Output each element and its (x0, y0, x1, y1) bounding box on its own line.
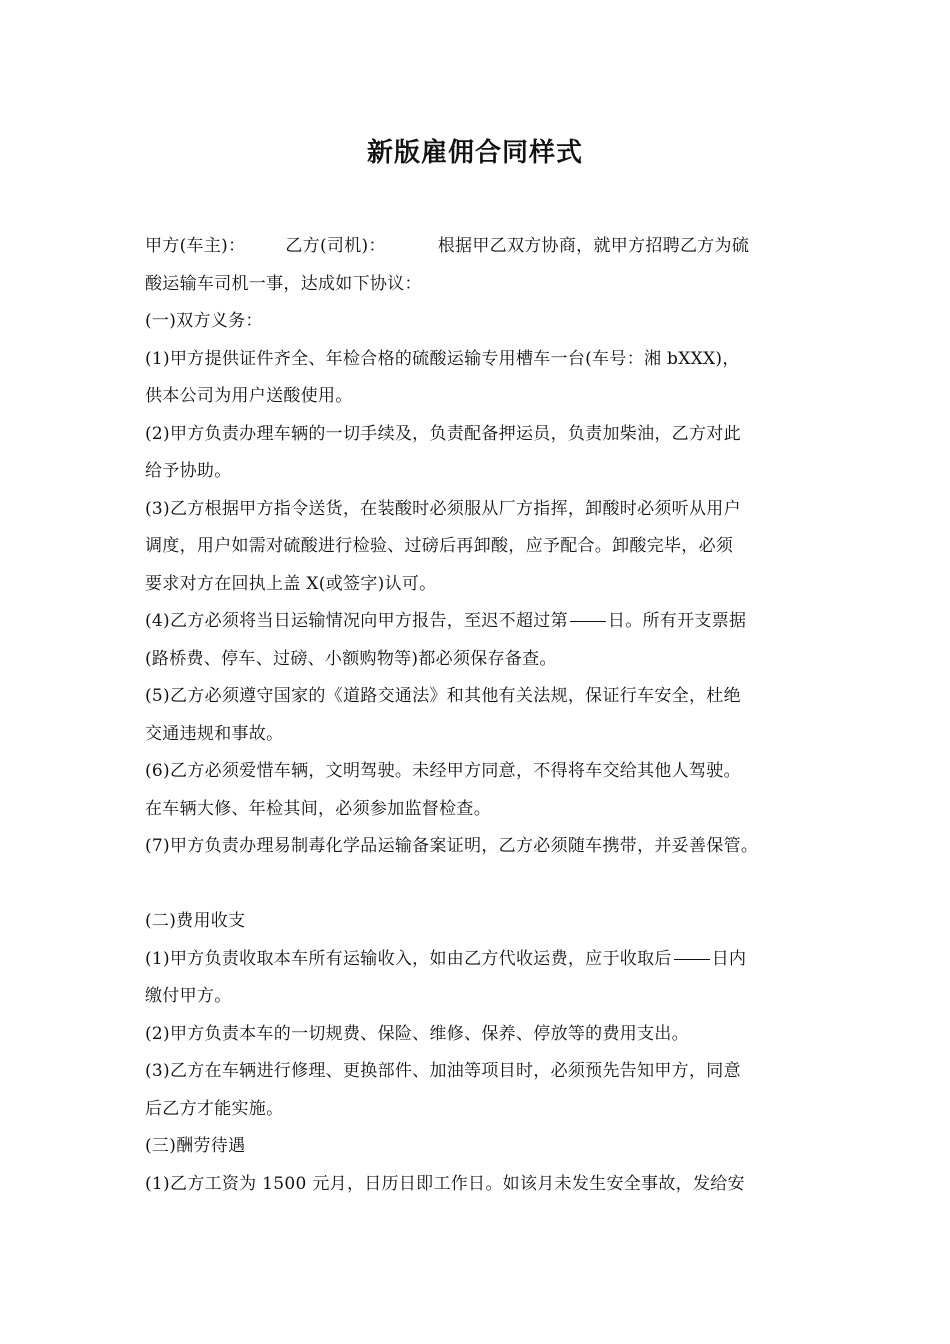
document-title: 新版雇佣合同样式 (366, 138, 583, 168)
party-line (145, 228, 825, 266)
paragraph-line: (7)甲方负责办理易制毒化学品运输备案证明，乙方必须随车携带，并妥善保管。 (145, 836, 759, 856)
paragraph-line: 在车辆大修、年检其间，必须参加监督检查。 (145, 798, 491, 819)
section-heading-compensation: (三)酬劳待遇 (145, 1136, 246, 1156)
paragraph-line: (1)乙方工资为 1500 元月，日历日即工作日。如该月未发生安全事故，发给安 (145, 1173, 745, 1194)
paragraph-line: 给予协助。 (145, 461, 232, 481)
paragraph-line: (3)乙方在车辆进行修理、更换部件、加油等项目时，必须预先告知甲方，同意 (145, 1061, 741, 1081)
paragraph-line: 后乙方才能实施。 (145, 1098, 284, 1119)
intro-text: 根据甲乙双方协商，就甲方招聘乙方为硫 (437, 236, 750, 256)
fill-in-blank (674, 958, 710, 960)
paragraph-line (145, 603, 825, 641)
paragraph-line: (6)乙方必须爱惜车辆，文明驾驶。未经甲方同意，不得将车交给其他人驾驶。 (145, 761, 741, 781)
section-heading-expenses: (二)费用收支 (145, 911, 246, 931)
clause-text: 日内 (711, 948, 747, 969)
party-a-label: 甲方(车主)： (145, 236, 246, 256)
section-heading-duties: (一)双方义务： (145, 311, 263, 331)
paragraph-line: (路桥费、停车、过磅、小额购物等)都必须保存备查。 (145, 648, 557, 669)
paragraph-line: 酸运输车司机一事，达成如下协议： (145, 273, 422, 294)
clause-text: (1)甲方负责收取本车所有运输收入，如由乙方代收运费，应于收取后 (145, 948, 672, 969)
paragraph-line: (2)甲方负责办理车辆的一切手续及，负责配备押运员，负责加柴油，乙方对此 (145, 423, 741, 444)
clause-text: 日。所有开支票据 (607, 611, 747, 631)
paragraph-line: (5)乙方必须遵守国家的《道路交通法》和其他有关法规，保证行车安全，杜绝 (145, 686, 741, 706)
paragraph-line: 要求对方在回执上盖 X(或签字)认可。 (145, 573, 437, 594)
paragraph-line: (1)甲方提供证件齐全、年检合格的硫酸运输专用槽车一台(车号：湘 bXXX)， (145, 348, 740, 369)
party-b-label: 乙方(司机)： (285, 236, 386, 256)
paragraph-line: 调度，用户如需对硫酸进行检验、过磅后再卸酸，应予配合。卸酸完毕，必须 (145, 536, 734, 556)
paragraph-gap (145, 866, 825, 904)
clause-text: (4)乙方必须将当日运输情况向甲方报告，至迟不超过第 (145, 611, 568, 631)
document-body (145, 228, 825, 1203)
paragraph-line (145, 941, 825, 979)
paragraph-line: 交通违规和事故。 (145, 723, 284, 744)
paragraph-line: (3)乙方根据甲方指令送货，在装酸时必须服从厂方指挥，卸酸时必须听从用户 (145, 498, 741, 519)
paragraph-line: (2)甲方负责本车的一切规费、保险、维修、保养、停放等的费用支出。 (145, 1023, 689, 1044)
paragraph-line: 缴付甲方。 (145, 986, 232, 1006)
fill-in-blank (570, 620, 606, 622)
paragraph-line: 供本公司为用户送酸使用。 (145, 386, 353, 406)
